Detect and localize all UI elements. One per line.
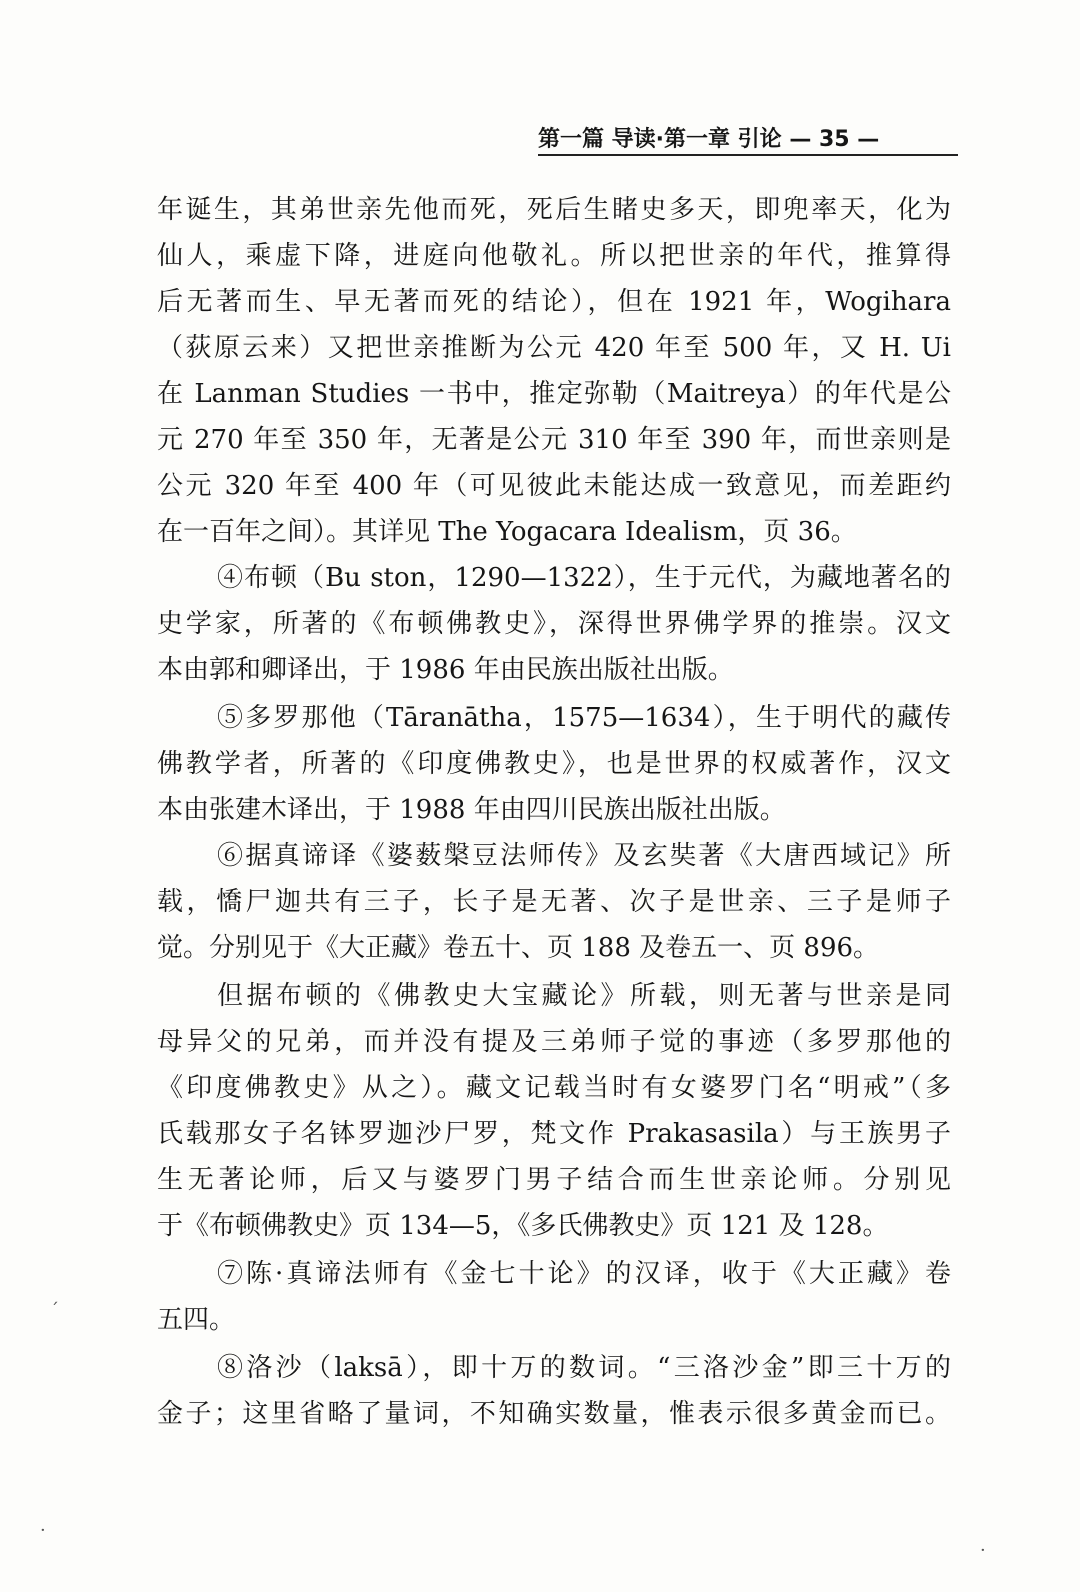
text-line: 在 Lanman Studies 一书中，推定弥勒（Maitreya）的年代是公 <box>157 379 951 409</box>
text-line: 本由张建木译出，于 1988 年由四川民族出版社出版。 <box>157 795 786 825</box>
text-line: 后无著而生、早无著而死的结论），但在 1921 年，Wogihara <box>157 287 951 317</box>
text-line: 金子；这里省略了量词，不知确实数量，惟表示很多黄金而已。 <box>157 1399 951 1429</box>
text-line: 在一百年之间）。其详见 The Yogacara Idealism，页 36。 <box>157 517 857 547</box>
footnote-6: ⑥据真谛译《婆薮槃豆法师传》及玄奘著《大唐西域记》所 <box>217 841 951 871</box>
text-line: 本由郭和卿译出，于 1986 年由民族出版社出版。 <box>157 655 734 685</box>
text-line: 元 270 年至 350 年，无著是公元 310 年至 390 年，而世亲则是 <box>157 425 951 455</box>
text-line: 五四。 <box>157 1305 236 1335</box>
scan-mark: · <box>980 1540 986 1561</box>
text-line: 仙人，乘虚下降，进庭向他敬礼。所以把世亲的年代，推算得 <box>157 241 951 271</box>
text-line: 于《布顿佛教史》页 134—5，《多氏佛教史》页 121 及 128。 <box>157 1211 889 1241</box>
scan-mark: ˊ <box>50 1300 59 1321</box>
scan-mark: · <box>40 1520 46 1541</box>
footnote-4: ④布顿（Bu ston，1290—1322），生于元代，为藏地著名的 <box>217 563 951 593</box>
text-line: 公元 320 年至 400 年（可见彼此未能达成一致意见，而差距约 <box>157 471 951 501</box>
text-line: 《印度佛教史》从之）。藏文记载当时有女婆罗门名“明戒”（多 <box>157 1073 951 1103</box>
running-header: 第一篇 导读·第一章 引论 — 35 — <box>538 127 880 152</box>
header-rule <box>538 154 958 156</box>
text-line: 母异父的兄弟，而并没有提及三弟师子觉的事迹（多罗那他的 <box>157 1027 951 1057</box>
footnote-5: ⑤多罗那他（Tāranātha，1575—1634），生于明代的藏传 <box>217 703 951 733</box>
text-line: 生无著论师，后又与婆罗门男子结合而生世亲论师。分别见 <box>157 1165 951 1195</box>
text-line: 年诞生，其弟世亲先他而死，死后生睹史多天，即兜率天，化为 <box>157 195 951 225</box>
text-line: 觉。分别见于《大正藏》卷五十、页 188 及卷五一、页 896。 <box>157 933 880 963</box>
text-line: 史学家，所著的《布顿佛教史》，深得世界佛学界的推崇。汉文 <box>157 609 951 639</box>
text-line: 佛教学者，所著的《印度佛教史》，也是世界的权威著作，汉文 <box>157 749 951 779</box>
footnote-7: ⑦陈·真谛法师有《金七十论》的汉译，收于《大正藏》卷 <box>217 1259 951 1289</box>
text-line: （荻原云来）又把世亲推断为公元 420 年至 500 年，又 H. Ui <box>157 333 951 363</box>
text-line: 氏载那女子名钵罗迦沙尸罗，梵文作 Prakasasila）与王族男子 <box>157 1119 951 1149</box>
text-line: 但据布顿的《佛教史大宝藏论》所载，则无著与世亲是同 <box>217 981 951 1011</box>
text-line: 载，憍尸迦共有三子，长子是无著、次子是世亲、三子是师子 <box>157 887 951 917</box>
footnote-8: ⑧洛沙（laksā），即十万的数词。“三洛沙金”即三十万的 <box>217 1353 951 1383</box>
